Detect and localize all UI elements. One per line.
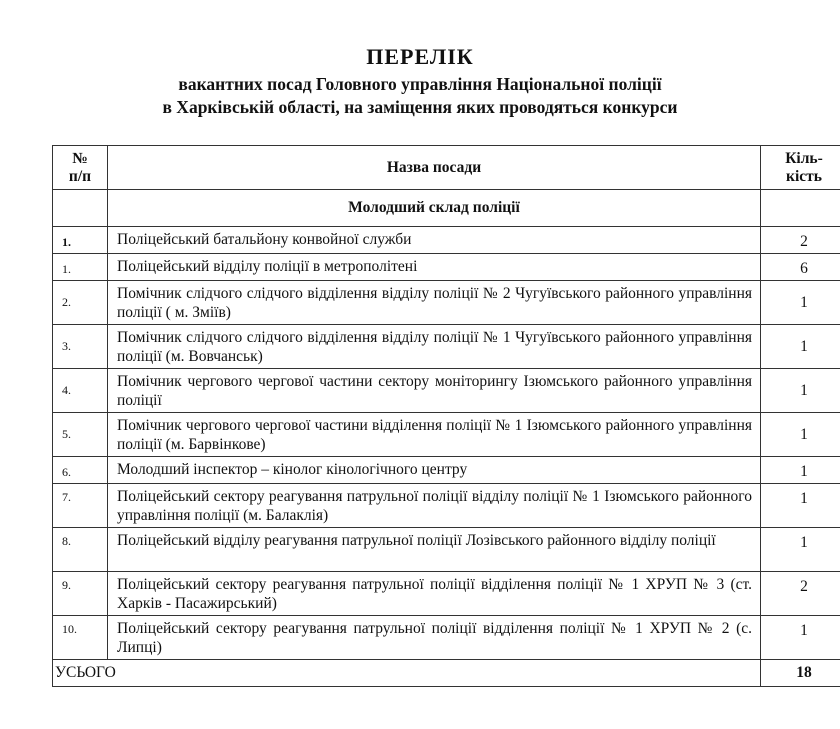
row-number: 2. (53, 281, 108, 325)
table-row (53, 254, 840, 281)
row-number: 4. (53, 369, 108, 413)
page-title: ПЕРЕЛІК (366, 44, 474, 69)
table-row (53, 369, 840, 413)
row-number: 7. (53, 484, 108, 528)
row-quantity: 1 (761, 369, 840, 413)
col-header-quantity: Кіль- кість (761, 146, 840, 190)
row-position: Помічник слідчого слідчого відділення відділу поліції № 1 Чугуївського районного управління поліції (м. Вовчанськ) (108, 325, 761, 369)
row-number: 1. (53, 227, 108, 254)
row-position: Поліцейський відділу поліції в метрополітені (108, 254, 761, 281)
row-quantity: 1 (761, 616, 840, 660)
table-row (53, 227, 840, 254)
row-position: Поліцейський відділу реагування патрульної поліції Лозівського районного відділу поліції (108, 528, 761, 572)
row-number: 10. (53, 616, 108, 660)
table-row (53, 616, 840, 660)
row-quantity: 2 (761, 572, 840, 616)
col-header-number: № п/п (53, 146, 108, 190)
row-position: Молодший інспектор – кінолог кінологічного центру (108, 457, 761, 484)
row-quantity: 1 (761, 413, 840, 457)
vacancies-table (52, 145, 840, 687)
row-quantity: 1 (761, 281, 840, 325)
row-quantity: 1 (761, 484, 840, 528)
row-position: Поліцейський сектору реагування патрульної поліції відділу поліції № 1 Ізюмського районного управління поліції (м. Балаклія) (108, 484, 761, 528)
table-row (53, 281, 840, 325)
row-quantity: 1 (761, 528, 840, 572)
table-row (53, 572, 840, 616)
row-number: 3. (53, 325, 108, 369)
total-label: УСЬОГО (53, 660, 761, 687)
page-subtitle-line-2: в Харківській області, на заміщення яких проводяться конкурси (162, 97, 678, 117)
row-number: 8. (53, 528, 108, 572)
table-row (53, 325, 840, 369)
row-position: Поліцейський сектору реагування патрульної поліції відділення поліції № 1 ХРУП № 2 (с. Липці) (108, 616, 761, 660)
total-value: 18 (761, 660, 840, 687)
table-header-row (53, 146, 840, 190)
row-position: Поліцейський сектору реагування патрульної поліції відділення поліції № 1 ХРУП № 3 (ст. Харків - Пасажирський) (108, 572, 761, 616)
page-subtitle-line-1: вакантних посад Головного управління Національної поліції (178, 74, 662, 94)
table-row (53, 528, 840, 572)
row-position: Помічник чергового чергової частини сектору моніторингу Ізюмського районного управління поліції (108, 369, 761, 413)
row-position: Поліцейський батальйону конвойної служби (108, 227, 761, 254)
row-number: 9. (53, 572, 108, 616)
table-row (53, 457, 840, 484)
row-position: Помічник чергового чергової частини відділення поліції № 1 Ізюмського районного управління поліції (м. Барвінкове) (108, 413, 761, 457)
total-row (53, 660, 840, 687)
row-position: Помічник слідчого слідчого відділення відділу поліції № 2 Чугуївського районного управління поліції ( м. Зміїв) (108, 281, 761, 325)
section-row (53, 190, 840, 227)
row-number: 1. (53, 254, 108, 281)
col-header-position: Назва посади (108, 146, 761, 190)
row-quantity: 1 (761, 457, 840, 484)
row-quantity: 6 (761, 254, 840, 281)
table-row (53, 484, 840, 528)
row-quantity: 2 (761, 227, 840, 254)
row-quantity: 1 (761, 325, 840, 369)
row-number: 6. (53, 457, 108, 484)
table-row (53, 413, 840, 457)
section-title: Молодший склад поліції (108, 190, 761, 227)
row-number: 5. (53, 413, 108, 457)
